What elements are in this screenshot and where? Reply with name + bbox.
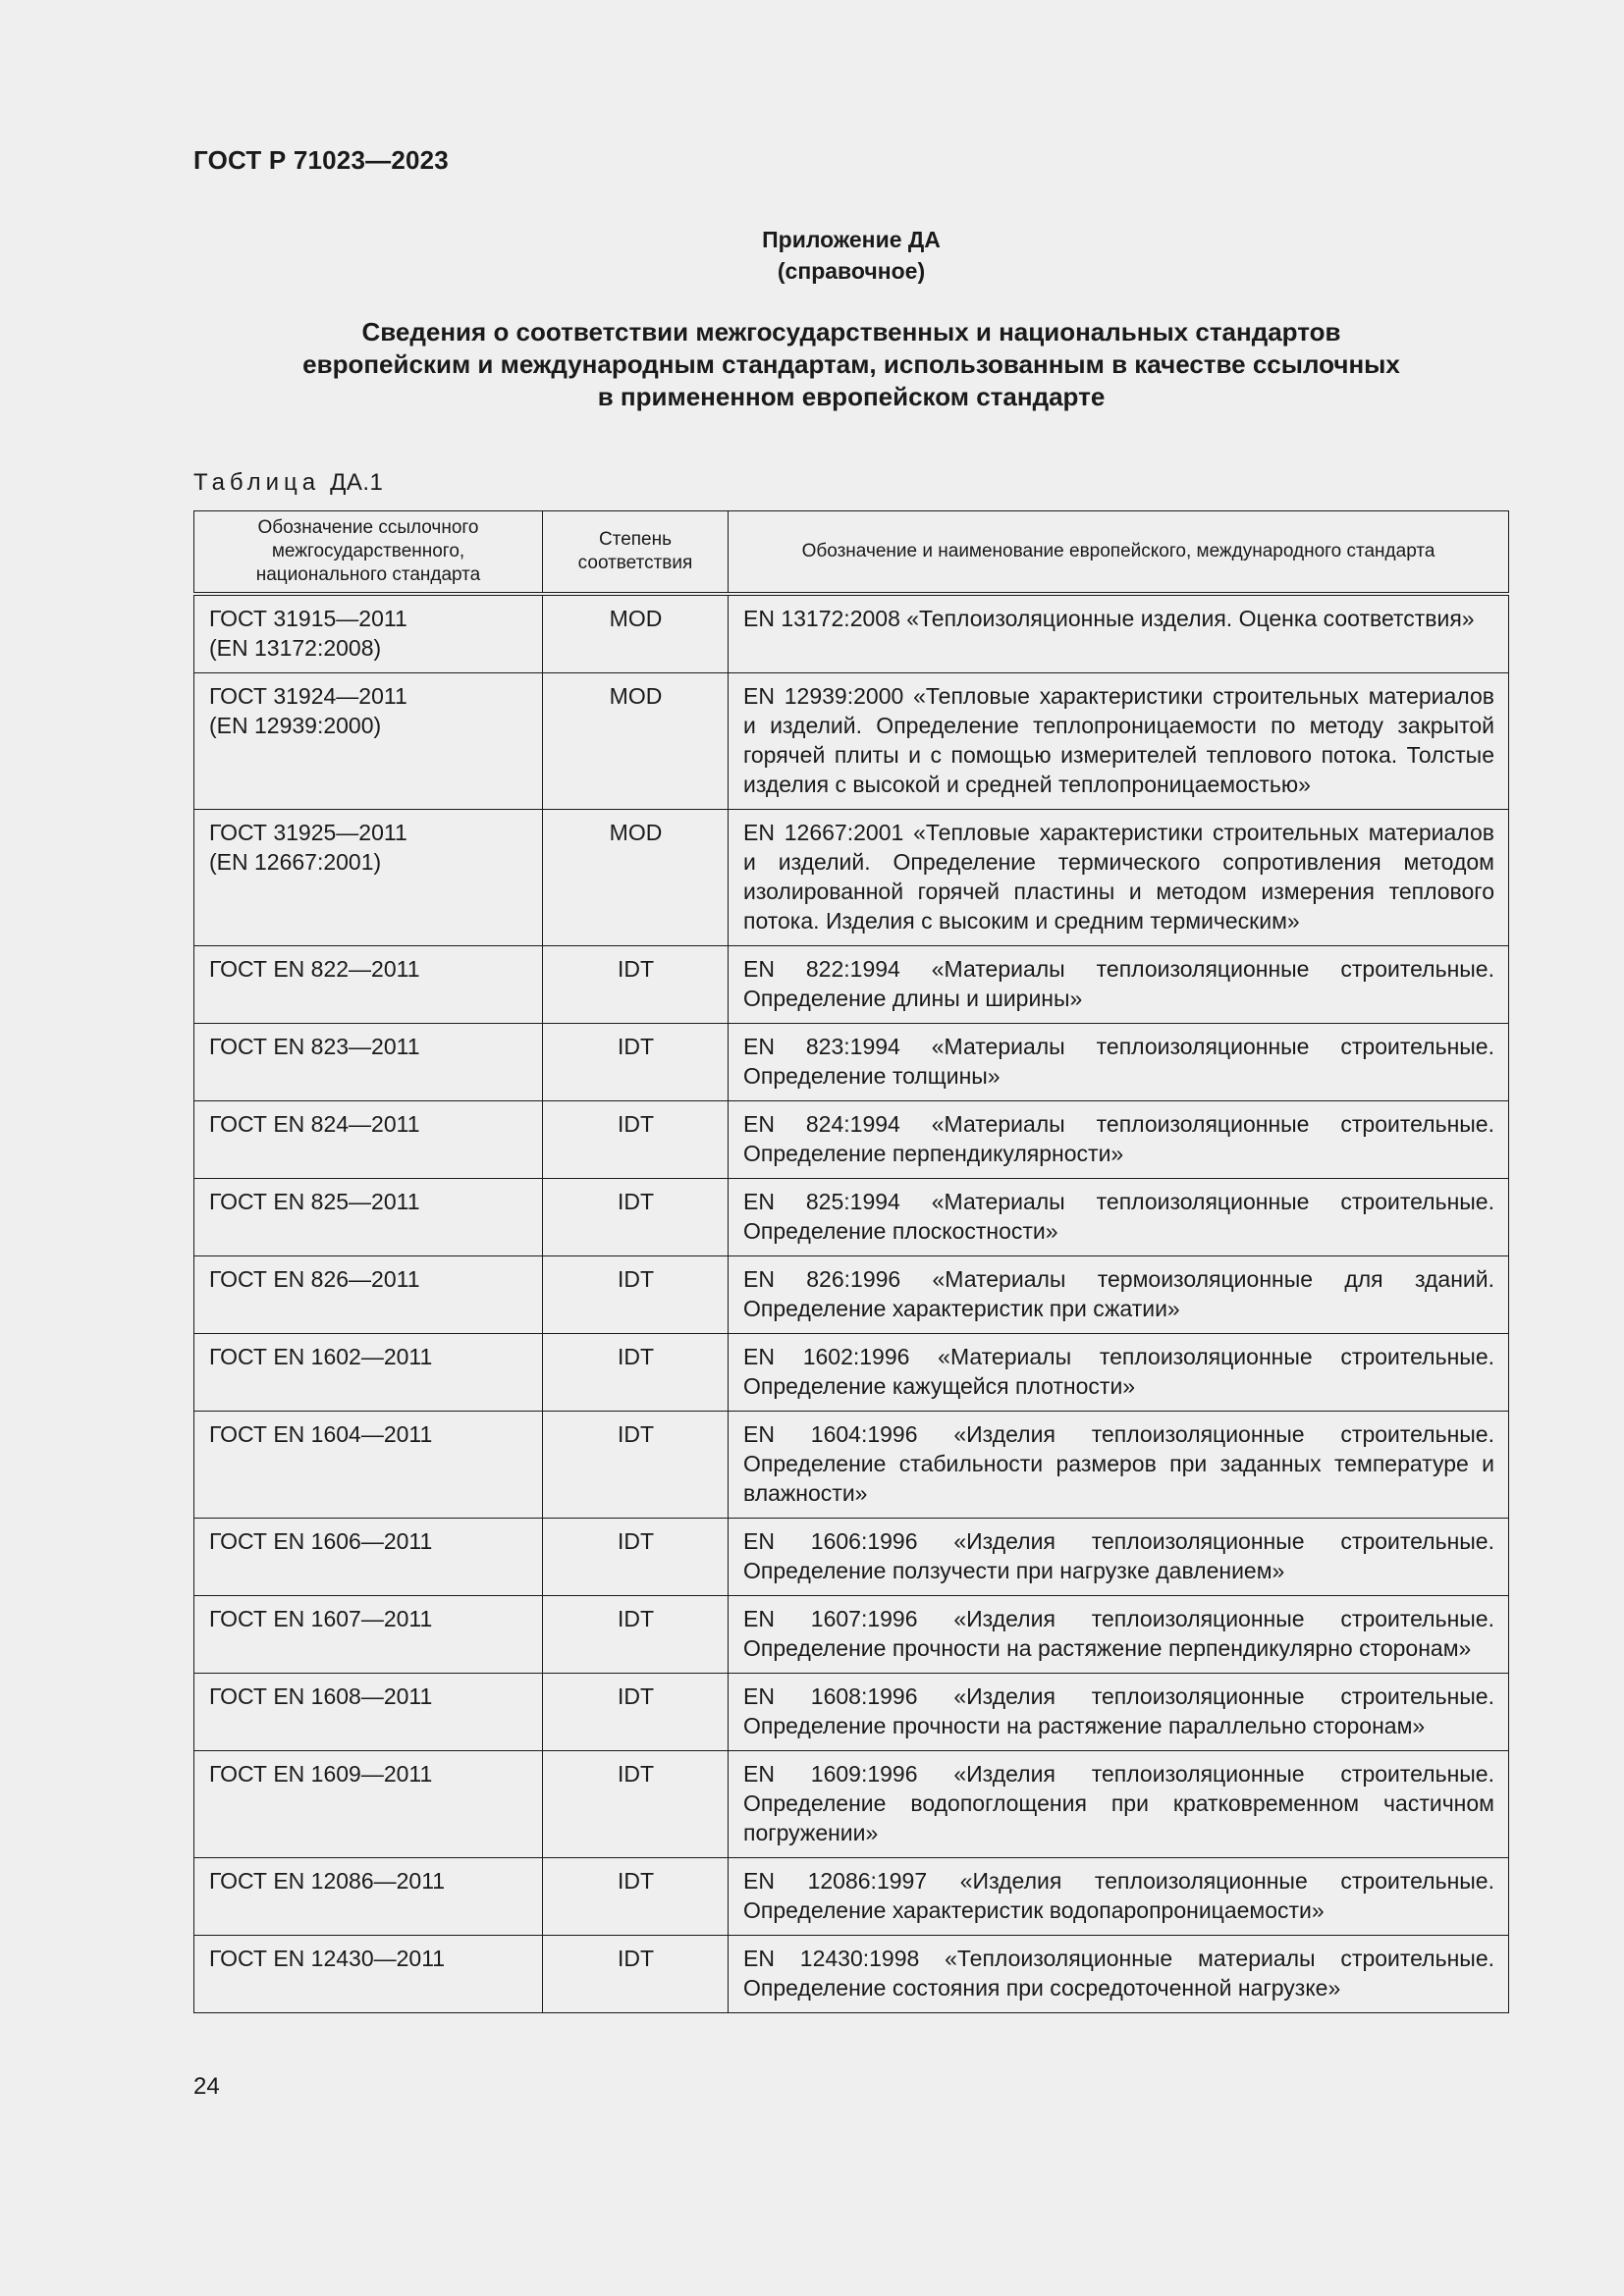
- cell-reference-standard: ГОСТ EN 1606—2011: [194, 1519, 543, 1596]
- cell-european-standard: EN 12430:1998 «Теплоизоляционные материалы строительные. Определение состояния при сосредоточенной нагрузке»: [729, 1936, 1509, 2013]
- cell-degree: MOD: [543, 810, 729, 946]
- cell-reference-standard: ГОСТ 31915—2011 (EN 13172:2008): [194, 594, 543, 673]
- table-row: [194, 1101, 1509, 1179]
- cell-european-standard: EN 1607:1996 «Изделия теплоизоляционные строительные. Определение прочности на растяжение перпендикулярно сторонам»: [729, 1596, 1509, 1674]
- table-row: [194, 1858, 1509, 1936]
- cell-european-standard: EN 1606:1996 «Изделия теплоизоляционные строительные. Определение ползучести при нагрузке давлением»: [729, 1519, 1509, 1596]
- table-caption: [193, 469, 383, 497]
- cell-degree: IDT: [543, 1596, 729, 1674]
- section-heading: [236, 316, 1467, 413]
- cell-european-standard: EN 13172:2008 «Теплоизоляционные изделия. Оценка соответствия»: [729, 594, 1509, 673]
- cell-degree: IDT: [543, 1179, 729, 1256]
- cell-degree: MOD: [543, 594, 729, 673]
- cell-european-standard: EN 1608:1996 «Изделия теплоизоляционные строительные. Определение прочности на растяжение параллельно сторонам»: [729, 1674, 1509, 1751]
- table-row: [194, 1519, 1509, 1596]
- cell-reference-standard: ГОСТ EN 826—2011: [194, 1256, 543, 1334]
- table-row: [194, 594, 1509, 673]
- table-row: [194, 1674, 1509, 1751]
- table-row: [194, 1256, 1509, 1334]
- table-row: [194, 1412, 1509, 1519]
- table-header-row: [194, 511, 1509, 595]
- cell-reference-standard: ГОСТ EN 822—2011: [194, 946, 543, 1024]
- cell-european-standard: EN 825:1994 «Материалы теплоизоляционные строительные. Определение плоскостности»: [729, 1179, 1509, 1256]
- cell-reference-standard: ГОСТ EN 1604—2011: [194, 1412, 543, 1519]
- cell-reference-standard: ГОСТ EN 1609—2011: [194, 1751, 543, 1858]
- cell-european-standard: EN 823:1994 «Материалы теплоизоляционные строительные. Определение толщины»: [729, 1024, 1509, 1101]
- table-row: [194, 1751, 1509, 1858]
- cell-european-standard: EN 12667:2001 «Тепловые характеристики строительных материалов и изделий. Определение термического сопротивления методом изолированной горячей пластины и методом измерения теплового потока. Изделия с высоким и средним термическим»: [729, 810, 1509, 946]
- cell-degree: IDT: [543, 1412, 729, 1519]
- cell-reference-standard: ГОСТ 31924—2011 (EN 12939:2000): [194, 673, 543, 810]
- appendix-type: (справочное): [777, 258, 926, 284]
- cell-european-standard: EN 826:1996 «Материалы термоизоляционные для зданий. Определение характеристик при сжатии»: [729, 1256, 1509, 1334]
- cell-european-standard: EN 12939:2000 «Тепловые характеристики строительных материалов и изделий. Определение теплопроницаемости по методу закрытой горячей плиты и с помощью измерителей теплового потока. Толстые изделия с высокой и средней теплопроницаемостью»: [729, 673, 1509, 810]
- cell-reference-standard: ГОСТ EN 823—2011: [194, 1024, 543, 1101]
- cell-european-standard: EN 1609:1996 «Изделия теплоизоляционные строительные. Определение водопоглощения при кратковременном частичном погружении»: [729, 1751, 1509, 1858]
- cell-degree: IDT: [543, 1334, 729, 1412]
- header-degree: Степень соответствия: [543, 511, 729, 595]
- table-row: [194, 810, 1509, 946]
- cell-degree: IDT: [543, 1256, 729, 1334]
- heading-line: европейским и международным стандартам, использованным в качестве ссылочных: [302, 349, 1400, 379]
- heading-line: в примененном европейском стандарте: [597, 382, 1106, 411]
- table-row: [194, 1024, 1509, 1101]
- cell-reference-standard: ГОСТ EN 1602—2011: [194, 1334, 543, 1412]
- table-body: [194, 594, 1509, 2013]
- table-row: [194, 673, 1509, 810]
- cell-reference-standard: ГОСТ EN 1607—2011: [194, 1596, 543, 1674]
- cell-degree: IDT: [543, 946, 729, 1024]
- table-row: [194, 1596, 1509, 1674]
- cell-degree: IDT: [543, 1751, 729, 1858]
- cell-reference-standard: ГОСТ EN 824—2011: [194, 1101, 543, 1179]
- table-caption-word: Таблица: [193, 469, 321, 496]
- cell-degree: IDT: [543, 1024, 729, 1101]
- cell-degree: IDT: [543, 1519, 729, 1596]
- standards-table: [193, 510, 1509, 2013]
- cell-degree: IDT: [543, 1101, 729, 1179]
- header-reference-standard: Обозначение ссылочного межгосударственного, национального стандарта: [194, 511, 543, 595]
- cell-degree: IDT: [543, 1936, 729, 2013]
- cell-european-standard: EN 12086:1997 «Изделия теплоизоляционные строительные. Определение характеристик водопаропроницаемости»: [729, 1858, 1509, 1936]
- document-code: ГОСТ Р 71023—2023: [193, 145, 449, 175]
- cell-degree: IDT: [543, 1674, 729, 1751]
- cell-reference-standard: ГОСТ EN 12086—2011: [194, 1858, 543, 1936]
- cell-reference-standard: ГОСТ 31925—2011 (EN 12667:2001): [194, 810, 543, 946]
- appendix-title: Приложение ДА: [762, 227, 941, 252]
- cell-european-standard: EN 822:1994 «Материалы теплоизоляционные строительные. Определение длины и ширины»: [729, 946, 1509, 1024]
- cell-european-standard: EN 824:1994 «Материалы теплоизоляционные строительные. Определение перпендикулярности»: [729, 1101, 1509, 1179]
- header-european-standard: Обозначение и наименование европейского, международного стандарта: [729, 511, 1509, 595]
- appendix-header: [0, 224, 1624, 287]
- cell-european-standard: EN 1604:1996 «Изделия теплоизоляционные строительные. Определение стабильности размеров при заданных температуре и влажности»: [729, 1412, 1509, 1519]
- table-row: [194, 946, 1509, 1024]
- cell-reference-standard: ГОСТ EN 12430—2011: [194, 1936, 543, 2013]
- heading-line: Сведения о соответствии межгосударственных и национальных стандартов: [361, 317, 1341, 347]
- table-row: [194, 1936, 1509, 2013]
- table-caption-number: ДА.1: [330, 469, 384, 496]
- cell-reference-standard: ГОСТ EN 1608—2011: [194, 1674, 543, 1751]
- cell-european-standard: EN 1602:1996 «Материалы теплоизоляционные строительные. Определение кажущейся плотности»: [729, 1334, 1509, 1412]
- cell-reference-standard: ГОСТ EN 825—2011: [194, 1179, 543, 1256]
- cell-degree: MOD: [543, 673, 729, 810]
- cell-degree: IDT: [543, 1858, 729, 1936]
- table-row: [194, 1334, 1509, 1412]
- page-number: 24: [193, 2073, 220, 2100]
- table-row: [194, 1179, 1509, 1256]
